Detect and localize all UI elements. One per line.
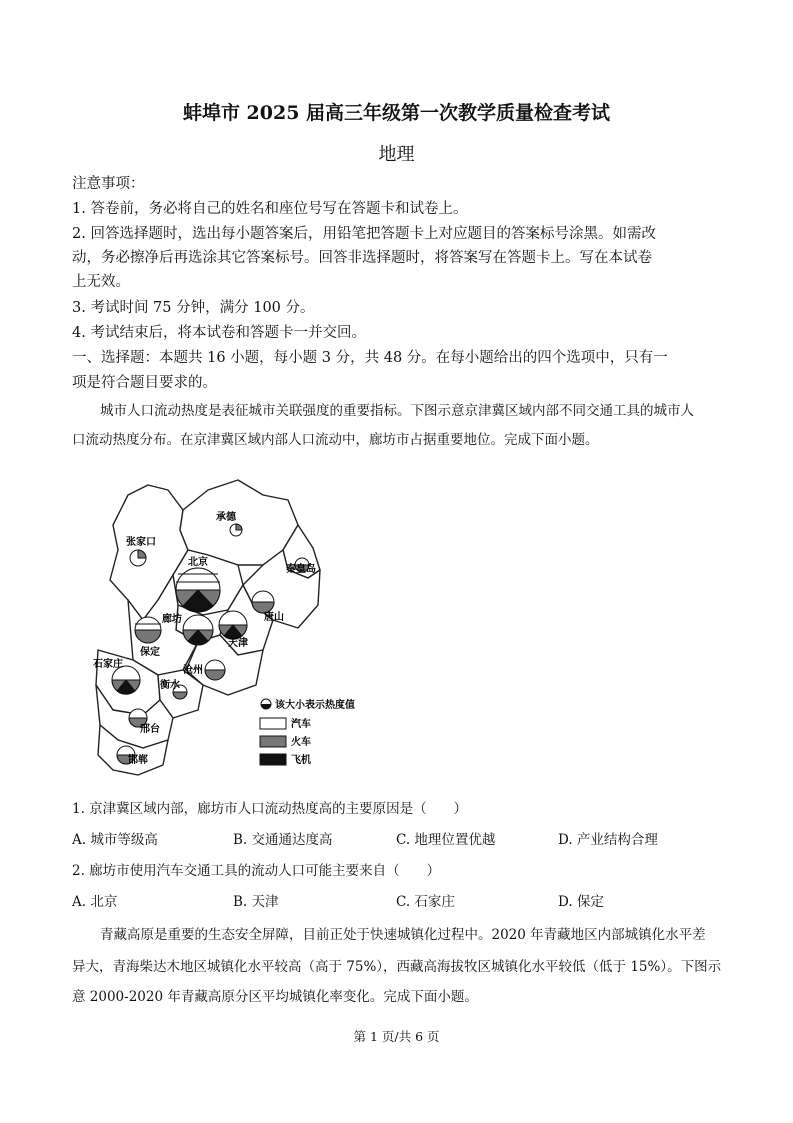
section-heading: 项是符合题目要求的。 (72, 375, 217, 391)
answer-option[interactable]: A. 北京 (72, 894, 118, 910)
exam-title: 蚌埠市 2025 届高三年级第一次教学质量检查考试 (182, 102, 611, 124)
legend-label: 火车 (291, 737, 311, 748)
passage-text: 口流动热度分布。在京津冀区域内部人口流动中，廊坊市占据重要地位。完成下面小题。 (72, 432, 599, 448)
city-label: 北京 (188, 557, 208, 568)
passage-text: 意 2000-2020 年青藏高原分区平均城镇化率变化。完成下面小题。 (72, 989, 478, 1005)
pie-cangzhou (205, 660, 225, 680)
answer-option[interactable]: C. 地理位置优越 (396, 832, 496, 848)
passage-text: 异大，青海柴达木地区城镇化水平较高（高于 75%），西藏高海拔牧区城镇化水平较低（低于 15%）。下图示 (72, 959, 722, 975)
answer-option[interactable]: D. 产业结构合理 (558, 832, 658, 848)
pie-shijiazhuang (112, 666, 140, 694)
pie-tianjin (219, 611, 247, 639)
notice-item: 3. 考试时间 75 分钟，满分 100 分。 (72, 300, 315, 316)
legend-label: 飞机 (291, 755, 311, 766)
city-label: 邯郸 (128, 755, 148, 766)
city-label: 廊坊 (162, 614, 182, 625)
city-label: 秦皇岛 (286, 564, 316, 575)
passage-text: 城市人口流动热度是表征城市关联强度的重要指标。下图示意京津冀区域内部不同交通工具的城市人 (100, 403, 694, 419)
question-stem: 2. 廊坊市使用汽车交通工具的流动人口可能主要来自（ ） (72, 863, 441, 879)
pie-beijing (176, 568, 220, 612)
passage-text: 青藏高原是重要的生态安全屏障，目前正处于快速城镇化过程中。2020 年青藏地区内部城镇化水平差 (100, 927, 706, 943)
answer-option[interactable]: A. 城市等级高 (72, 832, 158, 848)
city-label: 邢台 (140, 724, 160, 735)
answer-option[interactable]: B. 天津 (233, 894, 279, 910)
legend-size-label: 该大小表示热度值 (275, 700, 355, 711)
subject-title: 地理 (378, 144, 415, 165)
city-label: 沧州 (183, 665, 203, 676)
legend-swatch-car (260, 718, 286, 729)
city-label: 唐山 (264, 612, 284, 623)
notice-item: 动，务必擦净后再选涂其它答案标号。回答非选择题时，将答案写在答题卡上。写在本试卷 (72, 250, 652, 266)
pie-langfang (183, 615, 213, 645)
notice-item: 1. 答卷前，务必将自己的姓名和座位号写在答题卡和试卷上。 (72, 201, 468, 217)
pie-zhangjiakou (130, 550, 146, 566)
page-number: 第 1 页/共 6 页 (353, 1029, 440, 1044)
answer-option[interactable]: B. 交通通达度高 (233, 832, 333, 848)
pie-chengde (230, 524, 242, 536)
pie-tangshan (252, 591, 274, 613)
pie-baoding (135, 617, 161, 643)
city-label: 承德 (216, 512, 236, 523)
notice-item: 4. 考试结束后，将本试卷和答题卡一并交回。 (72, 325, 366, 341)
map-legend (260, 698, 355, 766)
city-label: 张家口 (126, 537, 156, 548)
answer-option[interactable]: D. 保定 (558, 894, 604, 910)
section-heading: 一、选择题：本题共 16 小题，每小题 3 分，共 48 分。在每小题给出的四个选项中，只有一 (72, 350, 668, 366)
answer-option[interactable]: C. 石家庄 (396, 894, 455, 910)
legend-size-icon (261, 699, 271, 709)
city-label: 衡水 (160, 680, 180, 691)
jingjinji-map (88, 470, 388, 790)
city-label: 石家庄 (93, 659, 123, 670)
legend-swatch-train (260, 736, 286, 747)
notice-item: 上无效。 (72, 274, 130, 290)
city-label: 天津 (228, 638, 248, 649)
city-label: 保定 (140, 647, 160, 658)
question-stem: 1. 京津冀区域内部，廊坊市人口流动热度高的主要原因是（ ） (72, 801, 468, 817)
legend-label: 汽车 (291, 719, 311, 730)
legend-swatch-plane (260, 754, 286, 765)
notice-item: 2. 回答选择题时，选出每小题答案后，用铅笔把答题卡上对应题目的答案标号涂黑。如需改 (72, 226, 656, 242)
notice-heading: 注意事项： (72, 176, 145, 192)
